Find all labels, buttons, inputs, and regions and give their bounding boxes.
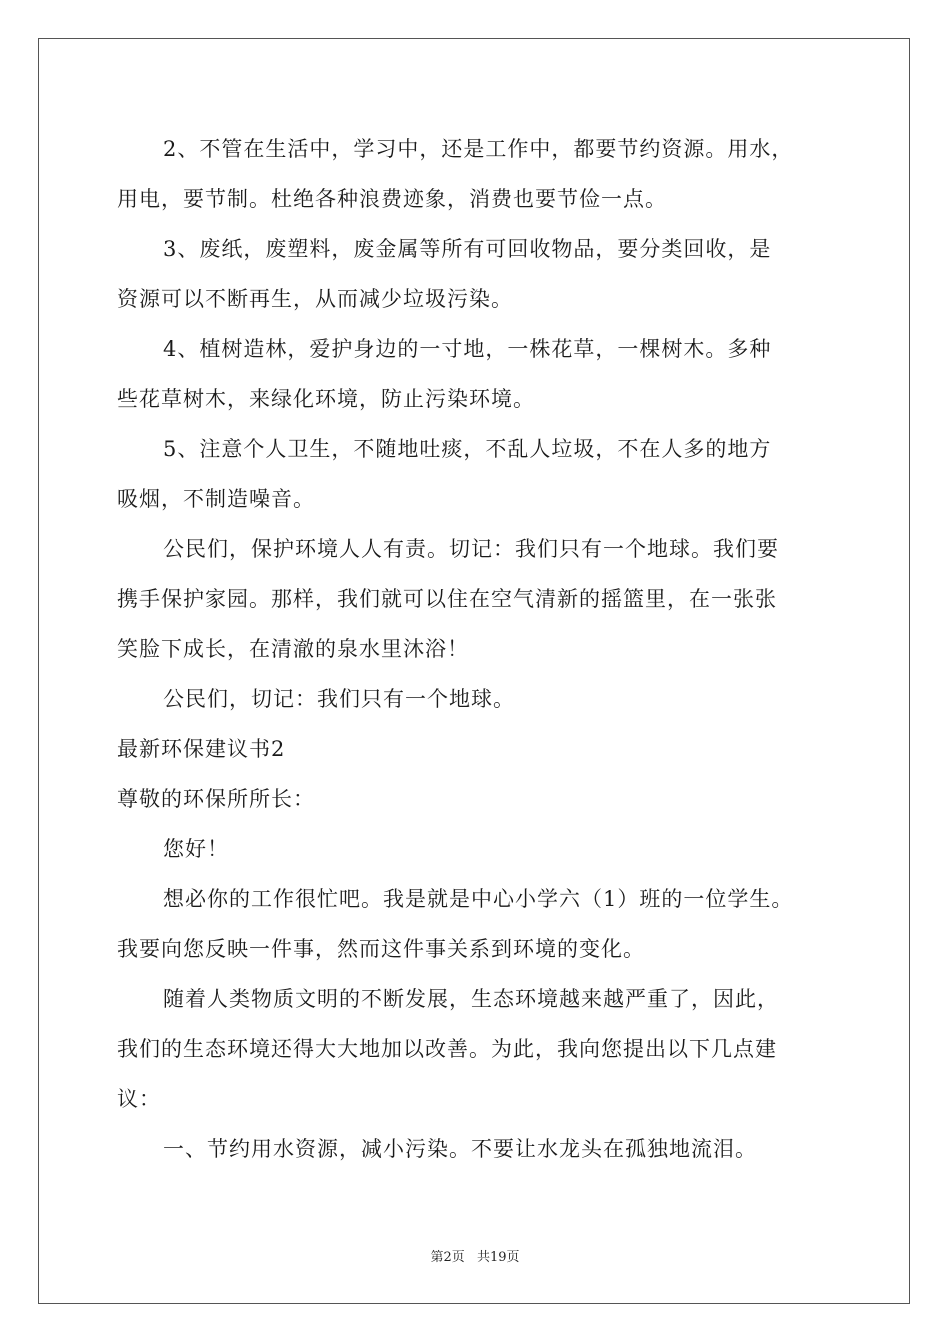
paragraph-line: 3、废纸，废塑料，废金属等所有可回收物品，要分类回收，是 [163, 237, 772, 261]
paragraph-line: 5、注意个人卫生，不随地吐痰，不乱人垃圾，不在人多的地方 [163, 437, 772, 461]
paragraph-line: 吸烟，不制造噪音。 [117, 487, 315, 511]
paragraph-line: 一、节约用水资源，减小污染。不要让水龙头在孤独地流泪。 [163, 1137, 757, 1161]
paragraph-line: 公民们，保护环境人人有责。切记：我们只有一个地球。我们要 [163, 537, 779, 561]
paragraph-line: 公民们，切记：我们只有一个地球。 [163, 687, 515, 711]
paragraph-line: 我要向您反映一件事，然而这件事关系到环境的变化。 [117, 937, 645, 961]
salutation: 尊敬的环保所所长： [117, 787, 315, 811]
paragraph-line: 4、植树造林，爱护身边的一寸地，一株花草，一棵树木。多种 [163, 337, 772, 361]
paragraph-line: 我们的生态环境还得大大地加以改善。为此，我向您提出以下几点建 [117, 1037, 777, 1061]
page-number: 第2页 [430, 1250, 465, 1265]
paragraph-line: 资源可以不断再生，从而减少垃圾污染。 [117, 287, 513, 311]
page-footer [0, 1246, 950, 1265]
paragraph-line: 随着人类物质文明的不断发展，生态环境越来越严重了，因此， [163, 987, 779, 1011]
greeting: 您好！ [163, 837, 229, 861]
paragraph-line: 些花草树木，来绿化环境，防止污染环境。 [117, 387, 535, 411]
paragraph-line: 想必你的工作很忙吧。我是就是中心小学六（1）班的一位学生。 [163, 887, 794, 911]
paragraph-line: 携手保护家园。那样，我们就可以住在空气清新的摇篮里，在一张张 [117, 587, 777, 611]
paragraph-line: 2、不管在生活中，学习中，还是工作中，都要节约资源。用水， [163, 137, 794, 161]
section-heading: 最新环保建议书2 [117, 737, 286, 761]
paragraph-line: 用电，要节制。杜绝各种浪费迹象，消费也要节俭一点。 [117, 187, 667, 211]
paragraph-line: 笑脸下成长，在清澈的泉水里沐浴！ [117, 637, 469, 661]
paragraph-line: 议： [117, 1087, 161, 1111]
page-total: 共19页 [476, 1250, 520, 1265]
